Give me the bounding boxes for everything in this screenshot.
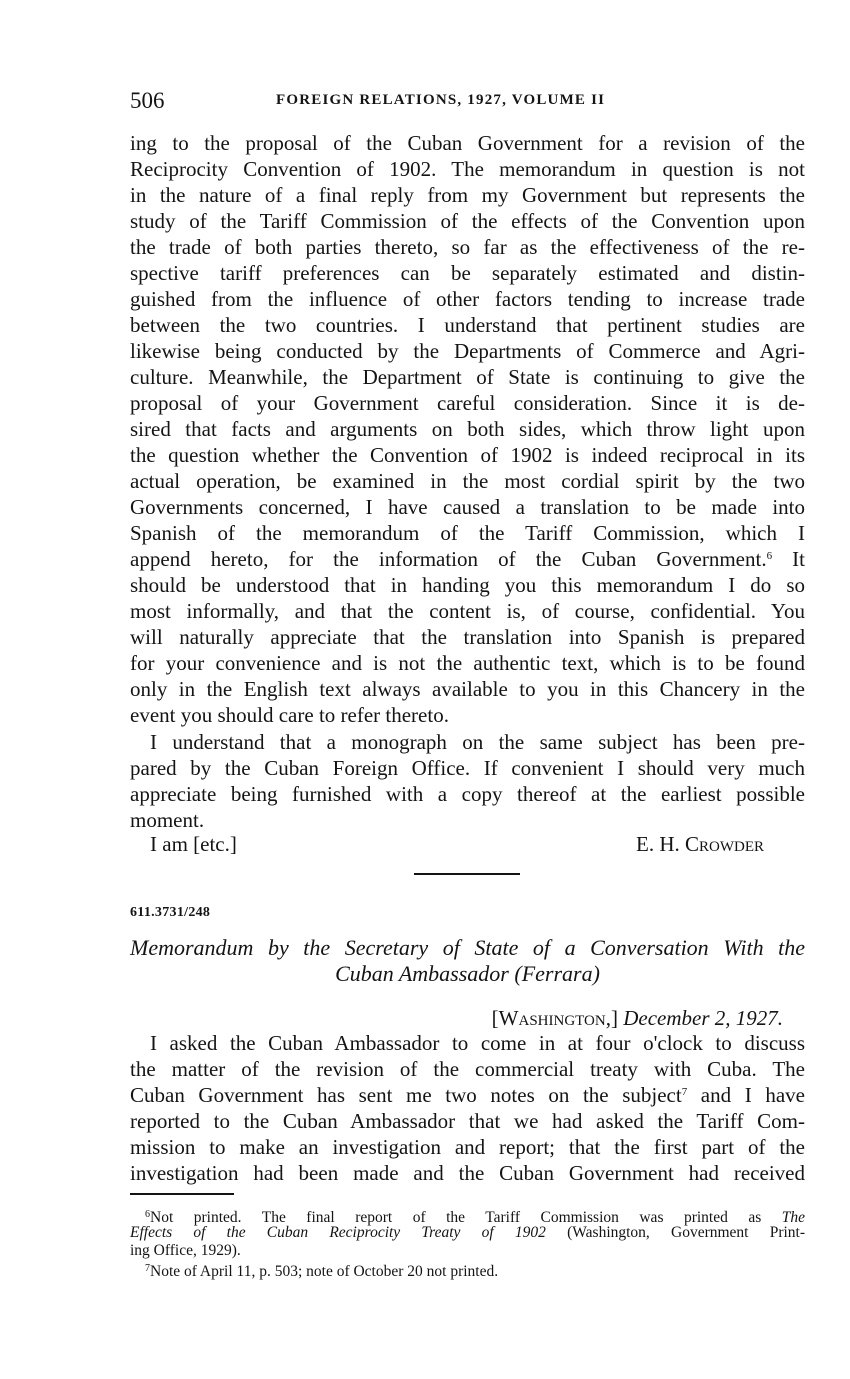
section-divider — [414, 873, 520, 875]
dateline-date: December 2, 1927. — [623, 1006, 783, 1030]
text-line: ing to the proposal of the Cuban Government for a revision of the — [130, 131, 805, 155]
text-segment: Cuban Government has sent me two notes on the subject — [130, 1083, 682, 1107]
text-line: for your convenience and is not the authentic text, which is to be found — [130, 651, 805, 675]
text-line: Spanish of the memorandum of the Tariff Commission, which I — [130, 521, 805, 545]
footnote-marker: 7 — [145, 1263, 150, 1274]
text-line: likewise being conducted by the Departments of Commerce and Agri- — [130, 339, 805, 363]
text-line: event you should care to refer thereto. — [130, 703, 449, 727]
running-head — [130, 88, 805, 114]
running-title: FOREIGN RELATIONS, 1927, VOLUME II — [276, 92, 606, 108]
text-line: reported to the Cuban Ambassador that we had asked the Tariff Com- — [130, 1109, 805, 1133]
text-line: Governments concerned, I have caused a translation to be made into — [130, 495, 805, 519]
text-line: I understand that a monograph on the same subject has been pre- — [150, 730, 805, 754]
closing: I am [etc.] — [150, 832, 237, 856]
text-line: the matter of the revision of the commercial treaty with Cuba. The — [130, 1057, 805, 1081]
footnote-6-continued — [130, 1224, 805, 1242]
text-line: guished from the influence of other factors tending to increase trade — [130, 287, 805, 311]
dateline-place: [Washington,] — [491, 1006, 618, 1030]
footnote-title: Effects of the Cuban Reciprocity Treaty of 1902 — [130, 1224, 546, 1241]
text-segment: and I have — [687, 1083, 805, 1107]
text-segment: append hereto, for the information of the Cuban Government. — [130, 547, 767, 571]
text-line — [130, 1082, 805, 1108]
document-title: Memorandum by the Secretary of State of a Conversation With the — [130, 935, 805, 960]
footnote-title: The — [781, 1209, 805, 1226]
text-line: should be understood that in handing you this memorandum I do so — [130, 573, 805, 597]
text-line: culture. Meanwhile, the Department of State is continuing to give the — [130, 365, 805, 389]
text-line: sired that facts and arguments on both sides, which throw light upon — [130, 417, 805, 441]
footnote-marker: 6 — [145, 1209, 150, 1220]
text-segment: It — [772, 547, 806, 571]
text-line: investigation had been made and the Cuban Government had received — [130, 1161, 805, 1185]
footnote-text: (Washington, Government Print- — [545, 1224, 806, 1241]
footnote-6-end: ing Office, 1929). — [130, 1242, 241, 1259]
footnote-7 — [145, 1260, 805, 1281]
text-line: only in the English text always available to you in this Chancery in the — [130, 677, 805, 701]
footnote-ref-6[interactable]: 6 — [766, 550, 773, 562]
dateline — [492, 1005, 783, 1031]
text-line: will naturally appreciate that the translation into Spanish is prepared — [130, 625, 805, 649]
text-line: proposal of your Government careful consideration. Since it is de- — [130, 391, 805, 415]
footnote-text: Note of April 11, p. 503; note of October 20 not printed. — [150, 1263, 499, 1280]
text-line: pared by the Cuban Foreign Office. If convenient I should very much — [130, 756, 805, 780]
text-line: moment. — [130, 808, 205, 832]
text-line: study of the Tariff Commission of the effects of the Convention upon — [130, 209, 805, 233]
footnote-ref-7[interactable]: 7 — [681, 1086, 688, 1098]
footnote-text: Not printed. The final report of the Tariff Commission was printed as — [150, 1209, 782, 1226]
text-line — [130, 546, 805, 572]
text-line: I asked the Cuban Ambassador to come in at four o'clock to discuss — [150, 1031, 805, 1055]
footnote-divider — [130, 1193, 234, 1195]
file-number: 611.3731/248 — [130, 905, 211, 920]
page-number: 506 — [130, 88, 165, 113]
text-line: mission to make an investigation and report; that the first part of the — [130, 1135, 805, 1159]
text-line: most informally, and that the content is, of course, confidential. You — [130, 599, 805, 623]
text-line: actual operation, be examined in the most cordial spirit by the two — [130, 469, 805, 493]
text-line: in the nature of a final reply from my Government but represents the — [130, 183, 805, 207]
text-line: the question whether the Convention of 1902 is indeed reciprocal in its — [130, 443, 805, 467]
text-line: the trade of both parties thereto, so far as the effectiveness of the re- — [130, 235, 805, 259]
text-line: spective tariff preferences can be separately estimated and distin- — [130, 261, 805, 285]
text-line: between the two countries. I understand that pertinent studies are — [130, 313, 805, 337]
text-line: appreciate being furnished with a copy thereof at the earliest possible — [130, 782, 805, 806]
document-title-continued: Cuban Ambassador (Ferrara) — [335, 961, 600, 986]
text-line: Reciprocity Convention of 1902. The memorandum in question is not — [130, 157, 805, 181]
signature: E. H. Crowder — [636, 832, 764, 856]
